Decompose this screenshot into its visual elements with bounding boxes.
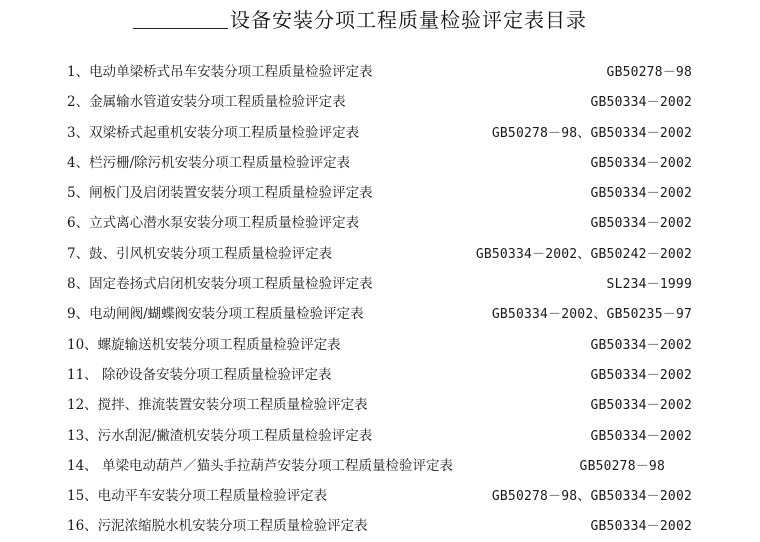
toc-item-label: 16、污泥浓缩脱水机安装分项工程质量检验评定表 (67, 518, 368, 535)
toc-item-code: GB50334－2002 (590, 155, 692, 171)
toc-list (0, 56, 760, 541)
toc-item (0, 298, 760, 328)
toc-item-code: SL234－1999 (606, 277, 692, 293)
toc-item (0, 268, 760, 298)
toc-item (0, 450, 760, 480)
toc-item-code: GB50278－98、GB50334－2002 (491, 489, 692, 505)
toc-item-code: GB50334－2002 (590, 186, 692, 202)
toc-item-label: 10、螺旋输送机安装分项工程质量检验评定表 (67, 336, 341, 353)
toc-item (0, 359, 760, 389)
toc-item-code: GB50334－2002 (590, 428, 692, 444)
toc-item-label: 1、电动单梁桥式吊车安装分项工程质量检验评定表 (67, 64, 373, 80)
toc-item-label: 13、污水刮泥/撇渣机安装分项工程质量检验评定表 (67, 427, 373, 444)
toc-item-label: 12、搅拌、推流装置安装分项工程质量检验评定表 (67, 397, 368, 414)
toc-item-code: GB50278－98、GB50334－2002 (491, 125, 692, 141)
toc-item-label: 15、电动平车安装分项工程质量检验评定表 (67, 488, 328, 505)
toc-item (0, 480, 760, 510)
toc-item (0, 329, 760, 359)
toc-item-code: GB50334－2002 (590, 337, 692, 353)
toc-item-code: GB50334－2002 (590, 95, 692, 111)
toc-item (0, 56, 760, 86)
toc-item-label: 3、双梁桥式起重机安装分项工程质量检验评定表 (67, 124, 360, 141)
toc-item (0, 207, 760, 237)
toc-item (0, 147, 760, 177)
title-row (0, 4, 760, 34)
toc-item (0, 389, 760, 419)
toc-item-code: GB50278－98 (606, 65, 692, 80)
toc-item-code: GB50334－2002、GB50235－97 (491, 307, 692, 323)
toc-item-code: GB50334－2002、GB50242－2002 (475, 246, 692, 262)
toc-item-code: GB50334－2002 (590, 367, 692, 383)
toc-item (0, 510, 760, 540)
toc-item-label: 11、 除砂设备安装分项工程质量检验评定表 (67, 366, 332, 383)
toc-item-label: 9、电动闸阀/蝴蝶阀安装分项工程质量检验评定表 (67, 306, 364, 323)
toc-item-code: GB50334－2002 (590, 216, 692, 232)
toc-item-label: 2、金属输水管道安装分项工程质量检验评定表 (67, 94, 346, 111)
toc-item-label: 5、闸板门及启闭装置安装分项工程质量检验评定表 (67, 185, 373, 202)
toc-item-label: 7、鼓、引风机安装分项工程质量检验评定表 (67, 245, 333, 262)
toc-item-label: 6、立式离心潜水泵安装分项工程质量检验评定表 (67, 215, 360, 232)
toc-item-label: 14、 单梁电动葫芦／猫头手拉葫芦安装分项工程质量检验评定表 (67, 457, 453, 474)
toc-item-code: GB50278－98 (579, 458, 665, 474)
title-blank-line (133, 28, 228, 29)
toc-item-code: GB50334－2002 (590, 398, 692, 414)
toc-item (0, 420, 760, 450)
toc-item-label: 8、固定卷扬式启闭机安装分项工程质量检验评定表 (67, 276, 373, 293)
toc-item (0, 238, 760, 268)
page-title: 设备安装分项工程质量检验评定表目录 (230, 8, 587, 32)
toc-item (0, 117, 760, 147)
toc-item-label: 4、栏污栅/除污机安装分项工程质量检验评定表 (67, 154, 351, 171)
toc-item (0, 86, 760, 116)
toc-item-code: GB50334－2002 (590, 519, 692, 535)
toc-item (0, 177, 760, 207)
